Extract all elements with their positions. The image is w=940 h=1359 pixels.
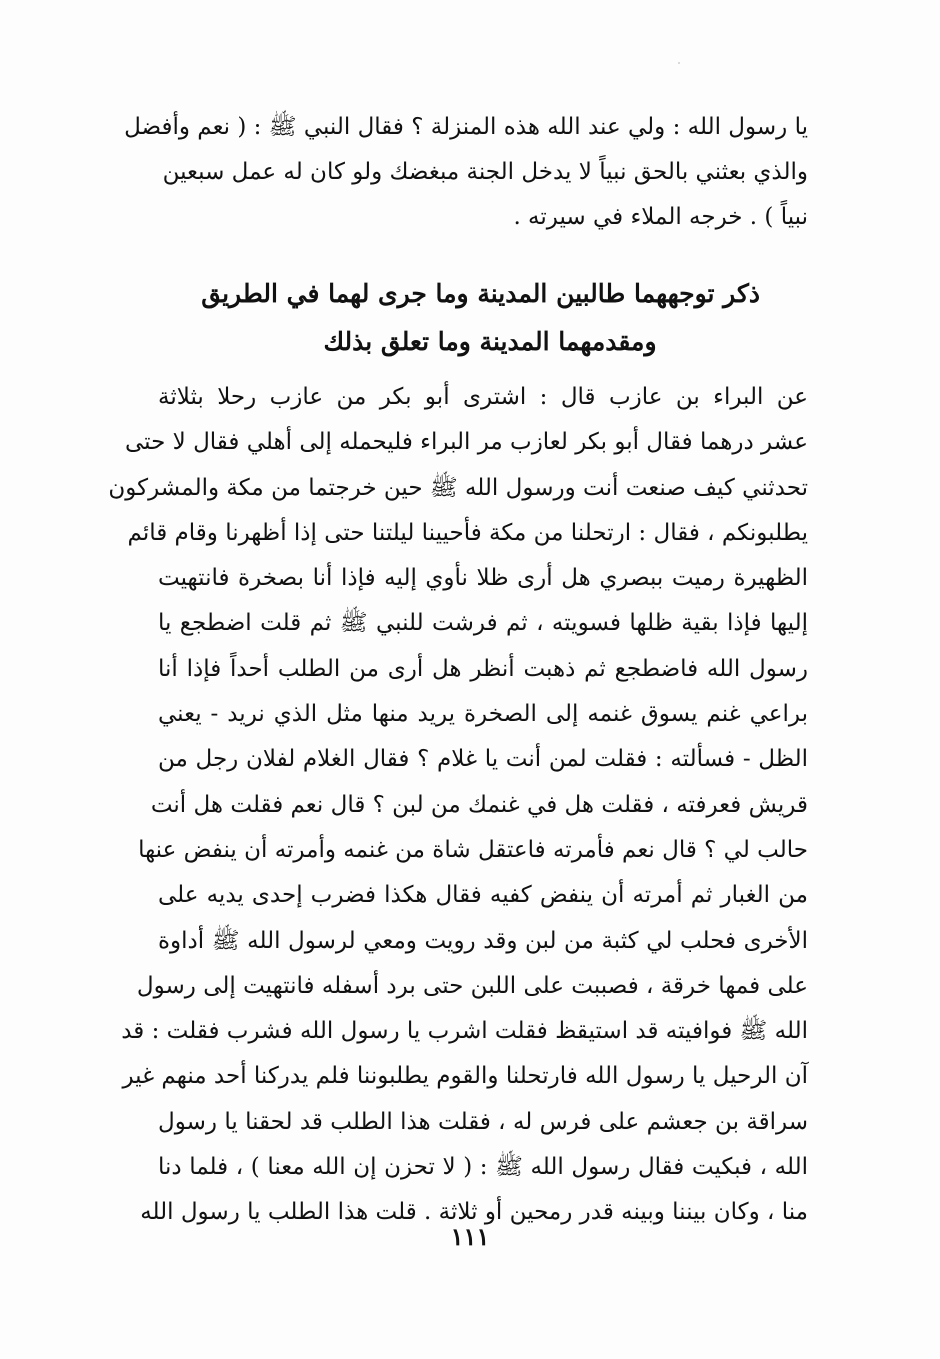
body-line: الله ، فبكيت فقال رسول الله ﷺ : ( لا تحزن إن الله معنا ) ، فلما دنا	[158, 1154, 808, 1181]
body-line: على فمها خرقة ، فصببت على اللبن حتى برد أسفله فانتهيت إلى رسول	[136, 972, 808, 999]
body-line: عشر درهما فقال أبو بكر لعازب مر البراء فليحمله إلى أهلي فقال لا حتى	[125, 429, 808, 456]
body-line: إليها فإذا بقية ظلها فسويته ، ثم فرشت للنبي ﷺ ثم قلت اضطجع يا	[158, 610, 808, 637]
body-paragraph	[108, 375, 808, 1236]
body-line: يطلبونكم ، فقال : ارتحلنا من مكة فأحيينا ليلتنا حتى إذا أظهرنا وقام قائم	[127, 519, 808, 546]
intro-line: والذي بعثني بالحق نبياً لا يدخل الجنة مبغضك ولو كان له عمل سبعين	[162, 159, 808, 185]
intro-line: يا رسول الله : ولي عند الله هذه المنزلة ؟ فقال النبي ﷺ : ( نعم وأفضل	[124, 114, 808, 140]
body-line: الأخرى فحلب لي كثبة من لبن وقد رويت ومعي لرسول الله ﷺ أداوة	[158, 927, 808, 954]
body-line: سراقة بن جعشم على فرس له ، فقلت هذا الطلب قد لحقنا يا رسول	[158, 1108, 808, 1135]
body-line: رسول الله فاضطجع ثم ذهبت أنظر هل أرى من الطلب أحداً فإذا أنا	[158, 655, 808, 682]
body-line: منا ، وكان بيننا وبينه قدر رمحين أو ثلاثة . قلت هذا الطلب يا رسول الله	[140, 1199, 808, 1226]
body-line: قريش فعرفته ، فقلت هل في غنمك من لبن ؟ قال نعم فقلت هل أنت	[150, 791, 808, 818]
body-line: الظهيرة رميت ببصري هل أرى ظلا نأوي إليه فإذا أنا بصخرة فانتهيت	[158, 565, 808, 592]
intro-line: نبياً ) . خرجه الملاء في سيرته .	[513, 204, 808, 230]
section-heading	[201, 270, 760, 366]
body-line: تحدثني كيف صنعت أنت ورسول الله ﷺ حين خرجتما من مكة والمشركون	[108, 474, 808, 501]
body-line: من الغبار ثم أمرته أن ينفض كفيه فقال هكذا فضرب إحدى يديه على	[158, 882, 808, 909]
heading-line-1: ذكر توجههما طالبين المدينة وما جرى لهما في الطريق	[201, 279, 760, 308]
body-line: الظل - فسألته : فقلت لمن أنت يا غلام ؟ فقال الغلام لفلان رجل من	[158, 746, 808, 773]
body-line: براعي غنم يسوق غنمه إلى الصخرة يريد منها مثل الذي نريد - يعني	[158, 701, 808, 728]
body-line: آن الرحيل يا رسول الله فارتحلنا والقوم يطلبوننا فلم يدركنا أحد منهم غير	[122, 1063, 808, 1090]
page-number: ١١١	[450, 1222, 490, 1251]
body-line: الله ﷺ فوافيته قد استيقظ فقلت اشرب يا رسول الله فشرب فقلت : قد	[121, 1018, 808, 1045]
body-line: حالب لي ؟ قال نعم فأمرته فاعتقل شاة من غنمه وأمرته أن ينفض عنها	[138, 836, 808, 863]
paper-speck	[678, 62, 680, 64]
intro-paragraph	[124, 105, 808, 240]
body-line: عن البراء بن عازب قال : اشترى أبو بكر من عازب رحلا بثلاثة	[158, 384, 808, 410]
heading-line-2: ومقدمهما المدينة وما تعلق بذلك	[323, 327, 657, 356]
